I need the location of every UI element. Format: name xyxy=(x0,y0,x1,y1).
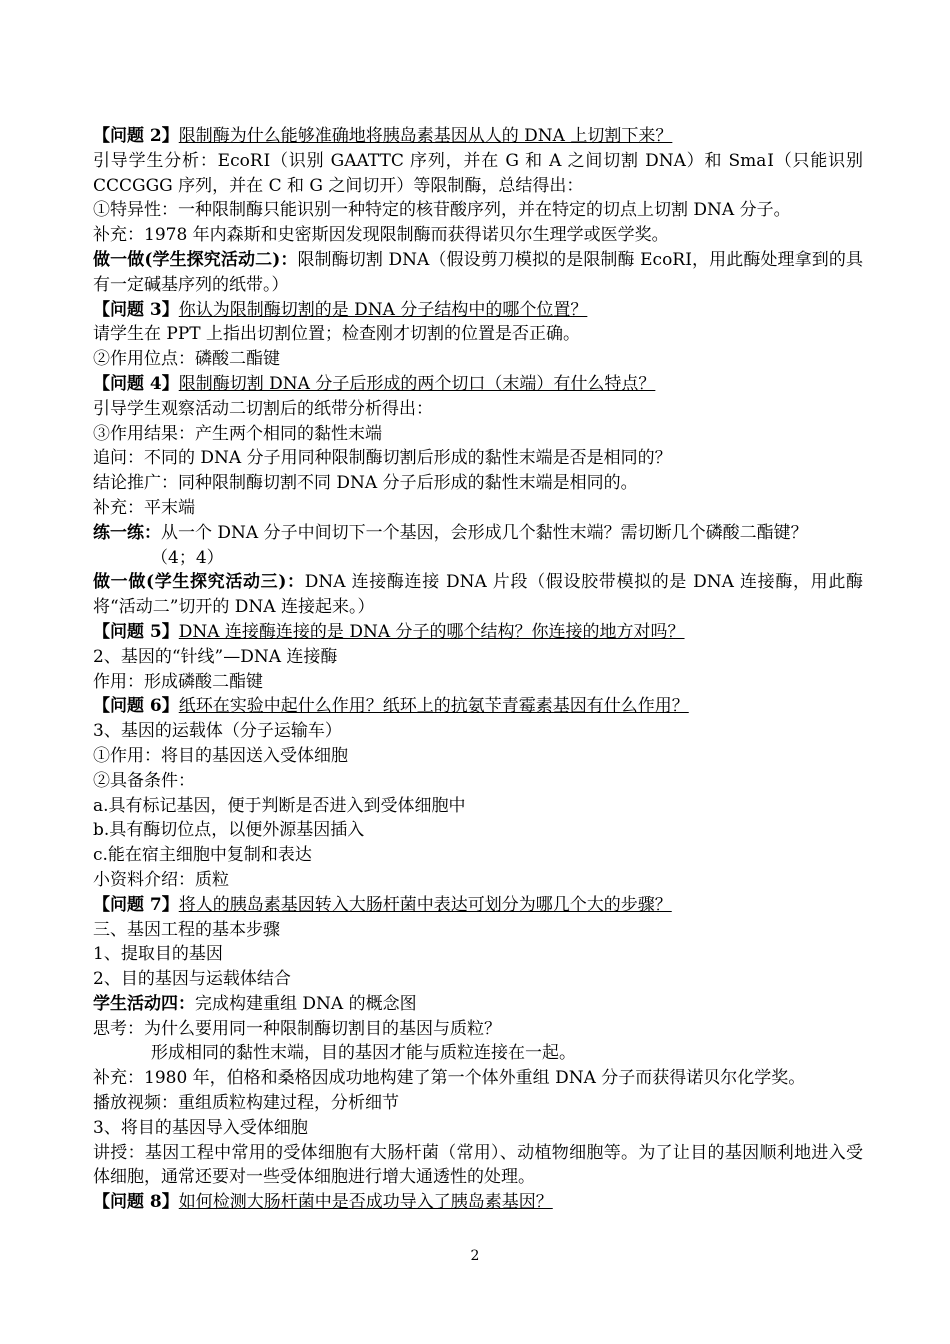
text-line: 引导学生观察活动二切割后的纸带分析得出： xyxy=(93,398,433,419)
text-line xyxy=(93,298,863,323)
question-text: DNA 连接酶连接的是 DNA 分子的哪个结构？你连接的地方对吗？ xyxy=(178,621,685,642)
activity-text: 限制酶切割 DNA（假设剪刀模拟的是限制酶 EcoRⅠ，用此酶处理拿到的具有一定碱基序列的纸带。） xyxy=(93,249,863,295)
question-text: 如何检测大肠杆菌中是否成功导入了胰岛素基因？ xyxy=(178,1192,553,1213)
text-line: 追问：不同的 DNA 分子用同种限制酶切割后形成的黏性末端是否是相同的？ xyxy=(93,448,672,469)
question-label: 【问题 2】 xyxy=(93,126,179,146)
text-line: ①作用：将目的基因送入受体细胞 xyxy=(93,745,348,766)
text-line: ①特异性：一种限制酶只能识别一种特定的核苷酸序列，并在特定的切点上切割 DNA 分子。 xyxy=(93,200,791,221)
text-line: ②具备条件： xyxy=(93,770,195,791)
text-line: 三、基因工程的基本步骤 xyxy=(93,919,280,940)
text-line: （4；4） xyxy=(151,547,224,568)
document-body xyxy=(93,124,863,1215)
text-line: ③作用结果：产生两个相同的黏性末端 xyxy=(93,423,382,444)
text-line xyxy=(93,248,863,298)
text-line: 3、基因的运载体（分子运输车） xyxy=(93,721,342,742)
text-line: 讲授：基因工程中常用的受体细胞有大肠杆菌（常用）、动植物细胞等。为了让目的基因顺利地进入受体细胞，通常还要对一些受体细胞进行增大通透性的处理。 xyxy=(93,1142,863,1188)
text-line: 思考：为什么要用同一种限制酶切割目的基因与质粒？ xyxy=(93,1018,501,1039)
activity-text: DNA 连接酶连接 DNA 片段（假设胶带模拟的是 DNA 连接酶，用此酶将“活动二”切开的 DNA 连接起来。） xyxy=(93,572,863,618)
text-line: a.具有标记基因，便于判断是否进入到受体细胞中 xyxy=(93,795,466,816)
text-line xyxy=(93,992,863,1017)
question-label: 【问题 4】 xyxy=(93,373,179,394)
text-line xyxy=(93,521,863,546)
question-text: 限制酶为什么能够准确地将胰岛素基因从人的 DNA 上切割下来？ xyxy=(178,126,673,146)
text-line: 2、基因的“针线”—DNA 连接酶 xyxy=(93,646,338,667)
text-line xyxy=(93,570,863,620)
activity-text: 从一个 DNA 分子中间切下一个基因，会形成几个黏性末端？需切断几个磷酸二酯键？ xyxy=(161,522,808,543)
text-line: 补充：1978 年内森斯和史密斯因发现限制酶而获得诺贝尔生理学或医学奖。 xyxy=(93,225,669,246)
text-line: 3、将目的基因导入受体细胞 xyxy=(93,1117,308,1138)
text-line xyxy=(93,694,863,719)
text-line: 播放视频：重组质粒构建过程，分析细节 xyxy=(93,1093,399,1114)
text-line xyxy=(93,893,863,918)
question-text: 你认为限制酶切割的是 DNA 分子结构中的哪个位置？ xyxy=(178,299,588,320)
activity-text: 完成构建重组 DNA 的概念图 xyxy=(195,993,417,1014)
question-text: 将人的胰岛素基因转入大肠杆菌中表达可划分为哪几个大的步骤？ xyxy=(178,894,672,915)
activity-label: 学生活动四： xyxy=(93,993,195,1014)
text-line xyxy=(93,372,863,397)
text-line: 结论推广：同种限制酶切割不同 DNA 分子后形成的黏性末端是相同的。 xyxy=(93,473,638,494)
text-line xyxy=(93,620,863,645)
question-label: 【问题 7】 xyxy=(93,894,179,915)
text-line xyxy=(93,124,863,149)
text-line xyxy=(93,1190,863,1215)
activity-label: 做一做(学生探究活动三)： xyxy=(93,572,305,593)
text-line: 形成相同的黏性末端，目的基因才能与质粒连接在一起。 xyxy=(151,1043,576,1064)
question-label: 【问题 8】 xyxy=(93,1192,179,1213)
text-line: 小资料介绍：质粒 xyxy=(93,869,229,890)
text-line: ②作用位点：磷酸二酯键 xyxy=(93,349,280,370)
page-number: 2 xyxy=(470,1248,480,1264)
text-line: 2、目的基因与运载体结合 xyxy=(93,969,291,990)
question-text: 限制酶切割 DNA 分子后形成的两个切口（末端）有什么特点？ xyxy=(178,373,656,394)
activity-label: 做一做(学生探究活动二)： xyxy=(93,249,298,270)
question-label: 【问题 6】 xyxy=(93,696,179,717)
text-line: 请学生在 PPT 上指出切割位置；检查刚才切割的位置是否正确。 xyxy=(93,324,581,345)
question-label: 【问题 5】 xyxy=(93,621,179,642)
text-line: 补充：1980 年，伯格和桑格因成功地构建了第一个体外重组 DNA 分子而获得诺贝尔化学奖。 xyxy=(93,1068,806,1089)
text-line: 1、提取目的基因 xyxy=(93,944,223,965)
text-line: 引导学生分析：EcoRⅠ（识别 GAATTC 序列，并在 G 和 A 之间切割 DNA）和 SmaⅠ（只能识别 CCCGGG 序列，并在 C 和 G 之间切开）等限制酶，总结得出： xyxy=(93,150,863,196)
question-text: 纸环在实验中起什么作用？纸环上的抗氨苄青霉素基因有什么作用？ xyxy=(178,696,689,717)
activity-label: 练一练： xyxy=(93,522,161,543)
question-label: 【问题 3】 xyxy=(93,299,179,320)
text-line: 作用：形成磷酸二酯键 xyxy=(93,671,263,692)
text-line: b.具有酶切位点，以便外源基因插入 xyxy=(93,820,365,841)
text-line: 补充：平末端 xyxy=(93,497,195,518)
text-line: c.能在宿主细胞中复制和表达 xyxy=(93,845,312,866)
